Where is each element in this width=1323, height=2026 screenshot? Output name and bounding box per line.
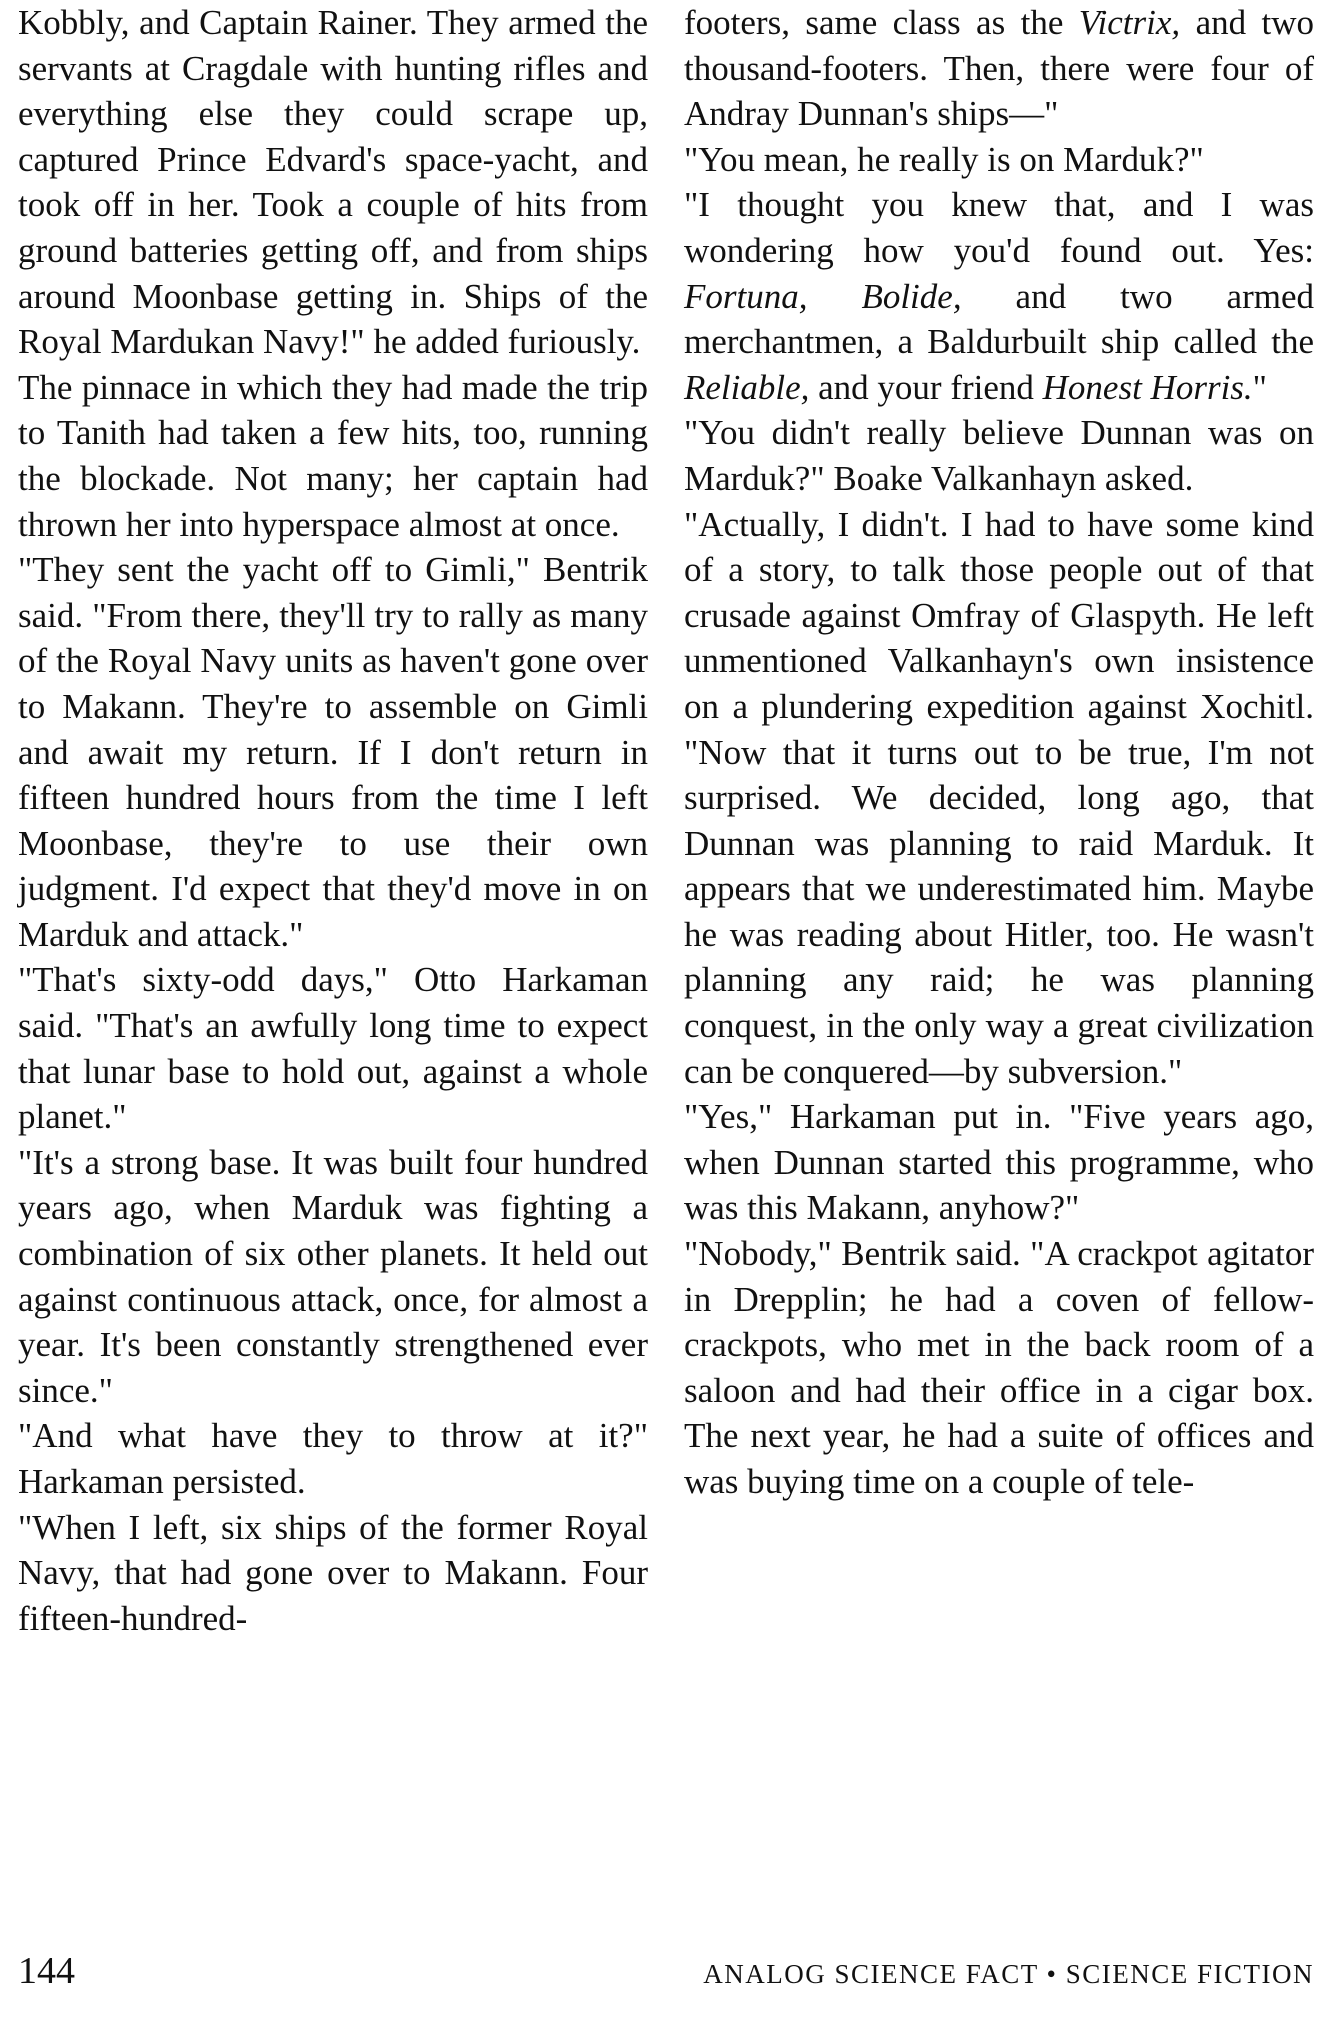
paragraph: "Yes," Harkaman put in. "Five years ago, when Dunnan started this programme, who was this Makann, anyhow?" — [684, 1097, 1314, 1228]
text-run: footers, same class as the — [684, 3, 1079, 42]
paragraph: "Nobody," Bentrik said. "A crackpot agitator in Drepplin; he had a coven of fellow-crackpots, who met in the back room of a saloon and had their office in a cigar box. The next year, he had a suite of offices and was buying time on a couple of tele- — [684, 1234, 1314, 1501]
paragraph: "And what have they to throw at it?" Harkaman persisted. — [18, 1416, 648, 1501]
paragraph: The pinnace in which they had made the trip to Tanith had taken a few hits, too, running the blockade. Not many; her captain had thrown her into hyperspace almost at once. — [18, 367, 648, 544]
text-run: and your friend — [809, 367, 1043, 407]
paragraph: "Actually, I didn't. I had to have some kind of a story, to talk those people out of that crusade against Omfray of Glaspyth. He left unmentioned Valkanhayn's own insistence on a plundering expedition against Xochitl. "Now that it turns out to be true, I'm not surprised. We decided, long ago, that Dunnan was planning to raid Marduk. It appears that we underestimated him. Maybe he was reading about Hitler, too. He wasn't planning any raid; he was planning conquest, in the only way a great civilization can be conquered—by subversion." — [684, 504, 1314, 1091]
text-run: and two armed merchantmen, a Baldurbuilt ship called the — [684, 276, 1315, 362]
paragraph: "It's a strong base. It was built four hundred years ago, when Marduk was fighting a combination of six other planets. It held out against continuous attack, once, for almost a year. It's been constantly strengthened ever since." — [18, 1142, 648, 1410]
paragraph: "You mean, he really is on Marduk?" — [684, 139, 1204, 179]
running-title: ANALOG SCIENCE FACT • SCIENCE FICTION — [703, 1959, 1314, 1989]
ship-name: Honest Horris. — [1042, 367, 1253, 407]
paragraph: "You didn't really believe Dunnan was on Marduk?" Boake Valkanhayn asked. — [684, 413, 1314, 498]
paragraph — [684, 0, 1314, 137]
paragraph: "That's sixty-odd days," Otto Harkaman said. "That's an awfully long time to expect that lunar base to hold out, against a whole planet." — [18, 960, 648, 1137]
paragraph: "They sent the yacht off to Gimli," Bentrik said. "From there, they'll try to rally as many of the Royal Navy units as haven't gone over to Makann. They're to assemble on Gimli and await my return. If I don't return in fifteen hundred hours from the time I left Moonbase, they're to use their own judgment. I'd expect that they'd move in on Marduk and attack." — [18, 550, 648, 954]
right-column — [684, 0, 1314, 1505]
paragraph — [684, 182, 1314, 410]
paragraph: "When I left, six ships of the former Royal Navy, that had gone over to Makann. Four fifteen-hundred- — [18, 1507, 648, 1638]
text-run: "I thought you knew that, and I was wondering how you'd found out. Yes: — [684, 185, 1314, 270]
page-footer — [18, 1946, 1314, 2006]
page-number: 144 — [18, 1950, 75, 1992]
text-run: and two thousand-footers. Then, there were four of Andray Dunnan's ships—" — [684, 3, 1314, 134]
left-column — [18, 0, 648, 1641]
text-run: " — [1252, 367, 1267, 407]
paragraph: Kobbly, and Captain Rainer. They armed the servants at Cragdale with hunting rifles and everything else they could scrape up, captured Prince Edvard's space-yacht, and took off in her. Took a couple of hits from ground batteries getting off, and from ships around Moonbase getting in. Ships of the Royal Mardukan Navy!" he added furiously. — [18, 3, 648, 362]
ship-name: Reliable, — [684, 367, 810, 407]
ship-name: Fortuna, Bolide, — [684, 276, 962, 316]
ship-name: Victrix, — [1078, 3, 1181, 42]
